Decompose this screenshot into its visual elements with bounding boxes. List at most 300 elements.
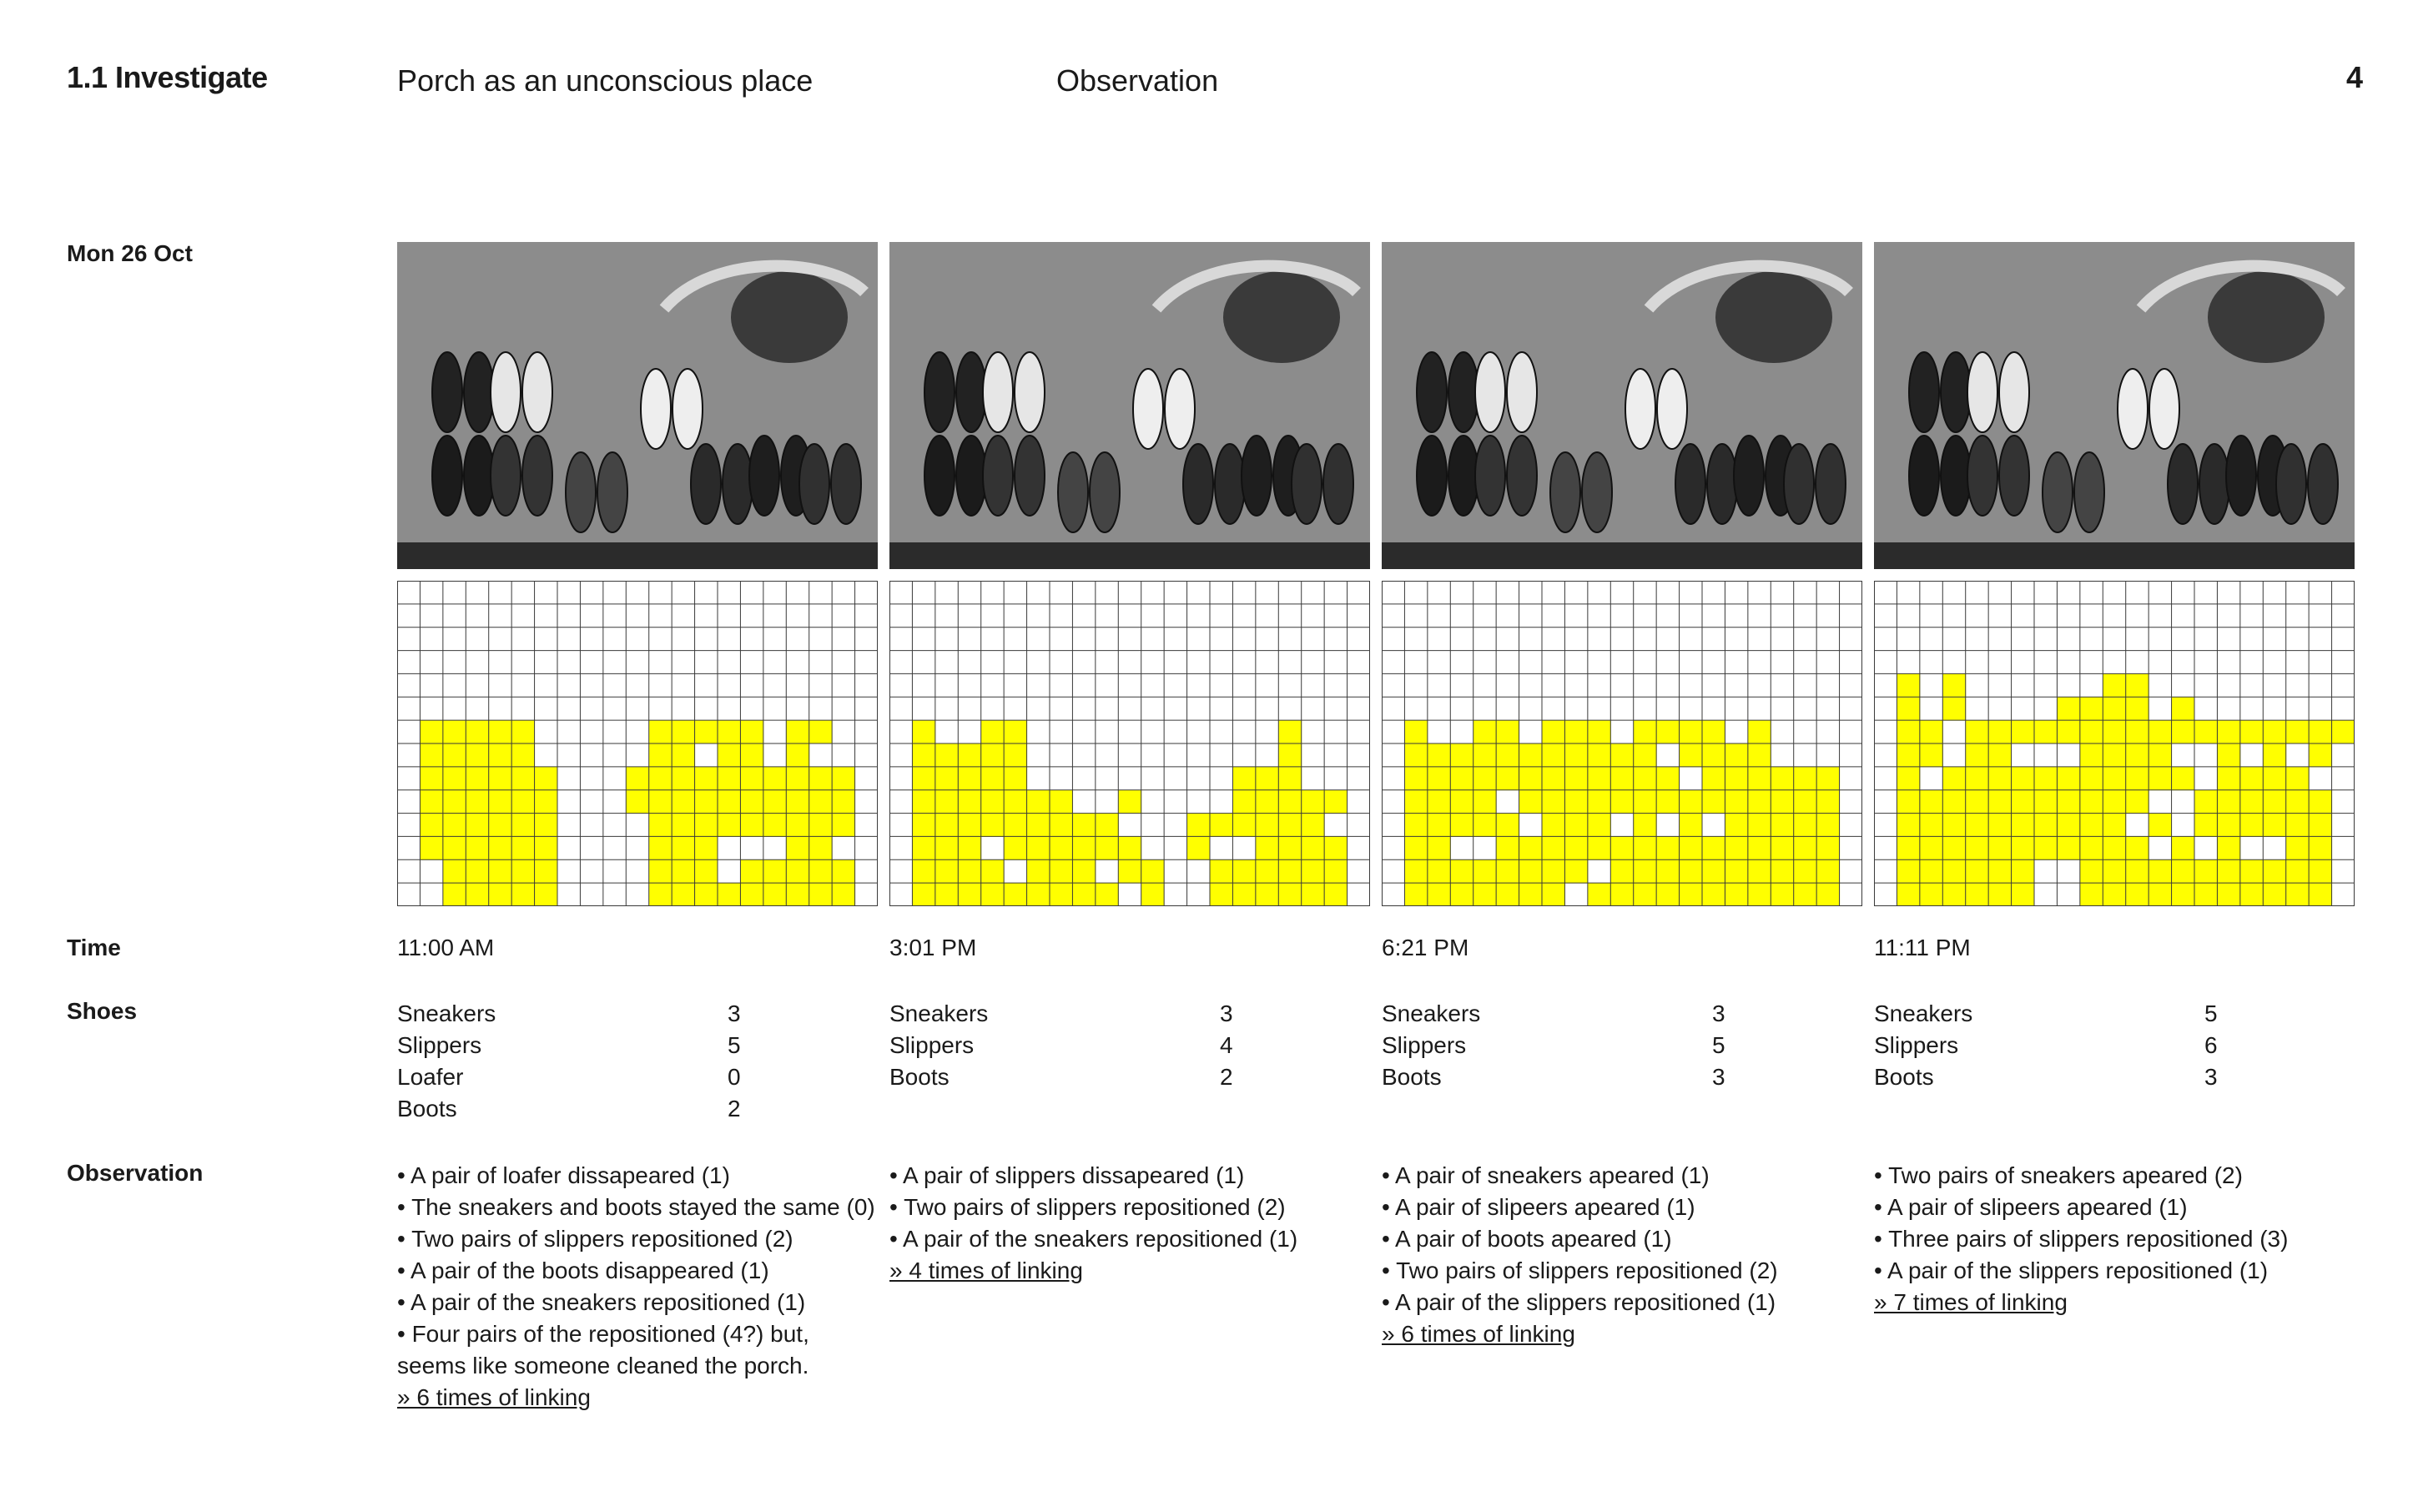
occupied-cell bbox=[1794, 859, 1817, 883]
occupied-cell bbox=[2263, 720, 2286, 743]
occupied-cell bbox=[695, 767, 718, 790]
occupied-cell bbox=[718, 790, 741, 814]
occupied-cell bbox=[1256, 859, 1279, 883]
occupied-cell bbox=[958, 743, 981, 767]
occupied-cell bbox=[489, 883, 512, 906]
occupied-cell bbox=[832, 790, 855, 814]
occupied-cell bbox=[1404, 859, 1428, 883]
occupancy-grid bbox=[889, 581, 1370, 906]
occupied-cell bbox=[2309, 743, 2332, 767]
occupied-cell bbox=[2286, 790, 2310, 814]
occupied-cell bbox=[2148, 720, 2172, 743]
occupied-cell bbox=[1725, 859, 1748, 883]
shoe-count-list bbox=[889, 998, 1253, 1093]
occupied-cell bbox=[511, 814, 535, 837]
occupied-cell bbox=[1004, 767, 1027, 790]
occupied-cell bbox=[1302, 836, 1325, 859]
occupied-cell bbox=[2194, 814, 2218, 837]
occupied-cell bbox=[1027, 859, 1050, 883]
occupied-cell bbox=[511, 720, 535, 743]
occupied-cell bbox=[763, 767, 787, 790]
occupied-cell bbox=[809, 883, 833, 906]
occupied-cell bbox=[1588, 883, 1611, 906]
occupied-cell bbox=[1702, 859, 1725, 883]
occupied-cell bbox=[912, 720, 935, 743]
shoe-count: 3 bbox=[1712, 1000, 1725, 1026]
occupied-cell bbox=[672, 743, 695, 767]
occupied-cell bbox=[1897, 859, 1920, 883]
occupied-cell bbox=[1072, 883, 1096, 906]
occupied-cell bbox=[1816, 767, 1840, 790]
occupied-cell bbox=[2080, 814, 2103, 837]
occupied-cell bbox=[1473, 790, 1497, 814]
occupied-cell bbox=[832, 859, 855, 883]
occupied-cell bbox=[2286, 814, 2310, 837]
occupied-cell bbox=[981, 883, 1005, 906]
occupied-cell bbox=[1118, 859, 1141, 883]
occupied-cell bbox=[1278, 767, 1302, 790]
occupied-cell bbox=[1428, 743, 1451, 767]
occupied-cell bbox=[1942, 697, 1966, 720]
occupied-cell bbox=[2263, 814, 2286, 837]
occupied-cell bbox=[912, 859, 935, 883]
occupied-cell bbox=[535, 814, 558, 837]
occupied-cell bbox=[511, 767, 535, 790]
occupied-cell bbox=[1473, 743, 1497, 767]
occupied-cell bbox=[718, 883, 741, 906]
occupied-cell bbox=[1496, 859, 1519, 883]
occupied-cell bbox=[511, 790, 535, 814]
occupied-cell bbox=[740, 859, 763, 883]
shoe-count: 2 bbox=[728, 1096, 741, 1121]
occupied-cell bbox=[1816, 814, 1840, 837]
occupied-cell bbox=[935, 859, 959, 883]
occupied-cell bbox=[786, 814, 809, 837]
occupied-cell bbox=[2194, 720, 2218, 743]
occupied-cell bbox=[2080, 720, 2103, 743]
occupied-cell bbox=[2217, 836, 2240, 859]
occupied-cell bbox=[2217, 790, 2240, 814]
occupied-cell bbox=[1404, 720, 1428, 743]
occupied-cell bbox=[489, 814, 512, 837]
shoe-count-row bbox=[1874, 1061, 2238, 1093]
occupied-cell bbox=[2286, 720, 2310, 743]
observation-item: • A pair of the slippers repositioned (1) bbox=[1382, 1289, 1776, 1315]
occupied-cell bbox=[2103, 883, 2126, 906]
page-subtitle: Observation bbox=[1056, 63, 1219, 98]
occupied-cell bbox=[1702, 743, 1725, 767]
occupied-cell bbox=[2057, 790, 2080, 814]
page-number: 4 bbox=[2345, 60, 2363, 94]
occupied-cell bbox=[958, 790, 981, 814]
occupied-cell bbox=[1816, 883, 1840, 906]
occupied-cell bbox=[1725, 883, 1748, 906]
occupied-cell bbox=[740, 790, 763, 814]
occupied-cell bbox=[1794, 836, 1817, 859]
occupied-cell bbox=[1278, 859, 1302, 883]
shoe-count-list bbox=[1382, 998, 1745, 1093]
observation-item: • A pair of slipeers apeared (1) bbox=[1874, 1194, 2188, 1220]
occupied-cell bbox=[1210, 859, 1233, 883]
shoe-count-row bbox=[1382, 1061, 1745, 1093]
occupied-cell bbox=[1302, 883, 1325, 906]
linking-count-link[interactable]: » 6 times of linking bbox=[1382, 1321, 1575, 1347]
occupied-cell bbox=[420, 814, 443, 837]
occupied-cell bbox=[1473, 859, 1497, 883]
occupied-cell bbox=[1680, 859, 1703, 883]
occupied-cell bbox=[1920, 790, 1943, 814]
observation-item: • A pair of boots apeared (1) bbox=[1382, 1226, 1672, 1252]
occupied-cell bbox=[1588, 814, 1611, 837]
occupied-cell bbox=[1920, 836, 1943, 859]
occupied-cell bbox=[1050, 883, 1073, 906]
occupied-cell bbox=[740, 814, 763, 837]
occupied-cell bbox=[1988, 767, 2012, 790]
occupied-cell bbox=[1519, 859, 1543, 883]
occupied-cell bbox=[2217, 743, 2240, 767]
occupied-cell bbox=[2103, 673, 2126, 697]
occupied-cell bbox=[2217, 883, 2240, 906]
occupied-cell bbox=[672, 836, 695, 859]
occupied-cell bbox=[809, 859, 833, 883]
occupied-cell bbox=[1050, 790, 1073, 814]
occupied-cell bbox=[809, 767, 833, 790]
shoe-count-row bbox=[397, 1030, 761, 1061]
occupied-cell bbox=[912, 883, 935, 906]
observation-item: • A pair of slipeers apeared (1) bbox=[1382, 1194, 1695, 1220]
occupied-cell bbox=[1725, 743, 1748, 767]
occupied-cell bbox=[740, 883, 763, 906]
occupied-cell bbox=[981, 767, 1005, 790]
occupied-cell bbox=[489, 720, 512, 743]
occupied-cell bbox=[1610, 767, 1634, 790]
occupied-cell bbox=[1404, 883, 1428, 906]
occupied-cell bbox=[1256, 836, 1279, 859]
observation-item: • Two pairs of slippers repositioned (2) bbox=[1382, 1257, 1778, 1283]
occupied-cell bbox=[2172, 767, 2195, 790]
occupied-cell bbox=[2103, 814, 2126, 837]
occupied-cell bbox=[2263, 790, 2286, 814]
occupied-cell bbox=[1988, 720, 2012, 743]
occupied-cell bbox=[2012, 859, 2035, 883]
occupied-cell bbox=[672, 814, 695, 837]
occupied-cell bbox=[1542, 859, 1565, 883]
occupied-cell bbox=[718, 814, 741, 837]
occupied-cell bbox=[809, 720, 833, 743]
section-heading: 1.1 Investigate bbox=[67, 60, 268, 94]
observation-item: • A pair of the boots disappeared (1) bbox=[397, 1257, 769, 1283]
occupancy-grid-svg bbox=[889, 581, 1370, 906]
time-value: 11:00 AM bbox=[397, 935, 495, 960]
occupied-cell bbox=[420, 767, 443, 790]
occupied-cell bbox=[1564, 836, 1588, 859]
occupied-cell bbox=[1496, 836, 1519, 859]
occupied-cell bbox=[1450, 743, 1473, 767]
occupied-cell bbox=[935, 836, 959, 859]
occupied-cell bbox=[1771, 767, 1794, 790]
occupied-cell bbox=[1324, 836, 1348, 859]
occupied-cell bbox=[1450, 883, 1473, 906]
occupied-cell bbox=[1634, 883, 1657, 906]
occupied-cell bbox=[1610, 836, 1634, 859]
occupied-cell bbox=[786, 743, 809, 767]
occupied-cell bbox=[511, 883, 535, 906]
occupied-cell bbox=[786, 859, 809, 883]
occupied-cell bbox=[912, 836, 935, 859]
occupied-cell bbox=[1702, 836, 1725, 859]
occupied-cell bbox=[2172, 697, 2195, 720]
occupied-cell bbox=[2309, 814, 2332, 837]
occupied-cell bbox=[489, 743, 512, 767]
shoe-count-row bbox=[397, 1061, 761, 1093]
occupied-cell bbox=[1966, 720, 1989, 743]
shoe-count-row bbox=[397, 998, 761, 1030]
occupied-cell bbox=[1680, 720, 1703, 743]
occupied-cell bbox=[1542, 836, 1565, 859]
occupied-cell bbox=[809, 836, 833, 859]
shoe-type: Slippers bbox=[1382, 1032, 1467, 1058]
shoe-count-list bbox=[1874, 998, 2238, 1093]
occupied-cell bbox=[718, 767, 741, 790]
occupied-cell bbox=[912, 767, 935, 790]
occupied-cell bbox=[1794, 883, 1817, 906]
occupied-cell bbox=[1988, 859, 2012, 883]
occupied-cell bbox=[1278, 743, 1302, 767]
occupied-cell bbox=[809, 790, 833, 814]
occupied-cell bbox=[1988, 814, 2012, 837]
observation-item: • The sneakers and boots stayed the same (0) bbox=[397, 1194, 875, 1220]
occupied-cell bbox=[1942, 767, 1966, 790]
occupied-cell bbox=[1473, 720, 1497, 743]
occupied-cell bbox=[935, 767, 959, 790]
occupied-cell bbox=[1748, 767, 1771, 790]
occupied-cell bbox=[958, 859, 981, 883]
shoe-type: Loafer bbox=[397, 1064, 464, 1090]
occupied-cell bbox=[1748, 743, 1771, 767]
occupied-cell bbox=[763, 859, 787, 883]
occupied-cell bbox=[1428, 883, 1451, 906]
occupied-cell bbox=[912, 743, 935, 767]
occupied-cell bbox=[489, 859, 512, 883]
occupied-cell bbox=[1404, 814, 1428, 837]
occupied-cell bbox=[2240, 814, 2264, 837]
occupied-cell bbox=[2194, 859, 2218, 883]
occupied-cell bbox=[1278, 836, 1302, 859]
occupied-cell bbox=[420, 743, 443, 767]
occupied-cell bbox=[466, 859, 489, 883]
occupied-cell bbox=[1748, 883, 1771, 906]
occupied-cell bbox=[1748, 836, 1771, 859]
occupied-cell bbox=[2103, 743, 2126, 767]
occupied-cell bbox=[786, 836, 809, 859]
occupied-cell bbox=[1564, 767, 1588, 790]
occupied-cell bbox=[1920, 743, 1943, 767]
occupied-cell bbox=[1966, 743, 1989, 767]
occupied-cell bbox=[981, 814, 1005, 837]
observation-list bbox=[1382, 1160, 1866, 1350]
time-value: 11:11 PM bbox=[1874, 935, 1971, 960]
occupied-cell bbox=[1920, 859, 1943, 883]
occupied-cell bbox=[2263, 767, 2286, 790]
occupied-cell bbox=[2309, 790, 2332, 814]
occupied-cell bbox=[466, 883, 489, 906]
occupancy-grid bbox=[1382, 581, 1862, 906]
occupancy-grid bbox=[1874, 581, 2355, 906]
shoe-type: Boots bbox=[889, 1064, 950, 1090]
occupied-cell bbox=[1680, 883, 1703, 906]
occupied-cell bbox=[1302, 814, 1325, 837]
shoe-type: Slippers bbox=[889, 1032, 975, 1058]
linking-count-link[interactable]: » 6 times of linking bbox=[397, 1384, 591, 1410]
occupied-cell bbox=[1897, 743, 1920, 767]
occupied-cell bbox=[695, 859, 718, 883]
occupancy-grid-svg bbox=[1382, 581, 1862, 906]
occupied-cell bbox=[1278, 720, 1302, 743]
occupied-cell bbox=[1680, 743, 1703, 767]
occupied-cell bbox=[1519, 836, 1543, 859]
occupied-cell bbox=[649, 836, 673, 859]
occupied-cell bbox=[2309, 836, 2332, 859]
occupied-cell bbox=[695, 814, 718, 837]
occupied-cell bbox=[1027, 883, 1050, 906]
occupied-cell bbox=[466, 767, 489, 790]
occupied-cell bbox=[1496, 814, 1519, 837]
occupied-cell bbox=[958, 836, 981, 859]
occupied-cell bbox=[2080, 767, 2103, 790]
occupied-cell bbox=[1496, 767, 1519, 790]
occupied-cell bbox=[489, 790, 512, 814]
occupied-cell bbox=[649, 743, 673, 767]
occupied-cell bbox=[420, 836, 443, 859]
occupied-cell bbox=[649, 883, 673, 906]
occupied-cell bbox=[2309, 720, 2332, 743]
occupied-cell bbox=[1942, 836, 1966, 859]
occupied-cell bbox=[2194, 790, 2218, 814]
observation-item: • Three pairs of slippers repositioned (3) bbox=[1874, 1226, 2289, 1252]
occupied-cell bbox=[1588, 767, 1611, 790]
occupied-cell bbox=[1942, 859, 1966, 883]
occupied-cell bbox=[809, 814, 833, 837]
occupied-cell bbox=[2057, 720, 2080, 743]
occupied-cell bbox=[2103, 836, 2126, 859]
occupied-cell bbox=[2103, 767, 2126, 790]
time-value: 6:21 PM bbox=[1382, 935, 1469, 960]
occupied-cell bbox=[1473, 883, 1497, 906]
occupied-cell bbox=[535, 790, 558, 814]
occupied-cell bbox=[1210, 814, 1233, 837]
occupied-cell bbox=[443, 836, 466, 859]
shoe-count-row bbox=[889, 1030, 1253, 1061]
occupied-cell bbox=[466, 743, 489, 767]
occupied-cell bbox=[1232, 814, 1256, 837]
occupied-cell bbox=[1988, 743, 2012, 767]
linking-count-link[interactable]: » 4 times of linking bbox=[889, 1257, 1083, 1283]
occupied-cell bbox=[1072, 836, 1096, 859]
occupied-cell bbox=[1141, 859, 1165, 883]
occupied-cell bbox=[1050, 836, 1073, 859]
occupied-cell bbox=[2126, 883, 2149, 906]
occupied-cell bbox=[672, 790, 695, 814]
occupied-cell bbox=[1988, 836, 2012, 859]
occupied-cell bbox=[2126, 743, 2149, 767]
occupied-cell bbox=[2263, 883, 2286, 906]
occupied-cell bbox=[1027, 814, 1050, 837]
occupied-cell bbox=[2263, 859, 2286, 883]
occupied-cell bbox=[420, 790, 443, 814]
occupied-cell bbox=[1816, 859, 1840, 883]
occupied-cell bbox=[2148, 814, 2172, 837]
occupied-cell bbox=[443, 743, 466, 767]
shoe-count-row bbox=[889, 998, 1253, 1030]
occupied-cell bbox=[1966, 790, 1989, 814]
occupied-cell bbox=[935, 790, 959, 814]
occupied-cell bbox=[1656, 767, 1680, 790]
shoe-type: Sneakers bbox=[1382, 1000, 1481, 1026]
occupied-cell bbox=[2012, 814, 2035, 837]
occupied-cell bbox=[1564, 790, 1588, 814]
occupied-cell bbox=[1634, 720, 1657, 743]
occupied-cell bbox=[1897, 767, 1920, 790]
occupied-cell bbox=[832, 814, 855, 837]
occupied-cell bbox=[2172, 836, 2195, 859]
occupied-cell bbox=[2240, 859, 2264, 883]
occupied-cell bbox=[1473, 767, 1497, 790]
occupied-cell bbox=[1542, 720, 1565, 743]
shoe-count: 5 bbox=[2204, 1000, 2218, 1026]
shoe-type: Boots bbox=[1874, 1064, 1934, 1090]
occupied-cell bbox=[2012, 883, 2035, 906]
occupied-cell bbox=[1656, 859, 1680, 883]
occupied-cell bbox=[1816, 790, 1840, 814]
occupied-cell bbox=[1725, 836, 1748, 859]
occupied-cell bbox=[2034, 836, 2058, 859]
shoe-type: Boots bbox=[1382, 1064, 1442, 1090]
occupied-cell bbox=[649, 720, 673, 743]
linking-count-link[interactable]: » 7 times of linking bbox=[1874, 1289, 2068, 1315]
occupied-cell bbox=[672, 720, 695, 743]
occupied-cell bbox=[1004, 790, 1027, 814]
occupied-cell bbox=[443, 814, 466, 837]
occupied-cell bbox=[1519, 790, 1543, 814]
occupied-cell bbox=[649, 859, 673, 883]
occupied-cell bbox=[511, 743, 535, 767]
occupied-cell bbox=[1748, 720, 1771, 743]
occupied-cell bbox=[466, 790, 489, 814]
shoe-type: Boots bbox=[397, 1096, 457, 1121]
occupied-cell bbox=[649, 767, 673, 790]
observation-item: • Four pairs of the repositioned (4?) but, bbox=[397, 1321, 809, 1347]
occupied-cell bbox=[1141, 883, 1165, 906]
occupied-cell bbox=[1771, 790, 1794, 814]
occupied-cell bbox=[1748, 859, 1771, 883]
occupied-cell bbox=[1232, 859, 1256, 883]
occupied-cell bbox=[1610, 883, 1634, 906]
occupied-cell bbox=[1187, 814, 1211, 837]
shoe-type: Sneakers bbox=[397, 1000, 496, 1026]
occupied-cell bbox=[740, 767, 763, 790]
shoe-count-row bbox=[1874, 1030, 2238, 1061]
occupied-cell bbox=[1542, 814, 1565, 837]
occupancy-grid bbox=[397, 581, 878, 906]
occupied-cell bbox=[2103, 720, 2126, 743]
occupied-cell bbox=[1004, 743, 1027, 767]
occupied-cell bbox=[2148, 743, 2172, 767]
occupied-cell bbox=[489, 836, 512, 859]
occupied-cell bbox=[672, 859, 695, 883]
occupied-cell bbox=[695, 720, 718, 743]
occupied-cell bbox=[2126, 673, 2149, 697]
occupied-cell bbox=[2286, 883, 2310, 906]
